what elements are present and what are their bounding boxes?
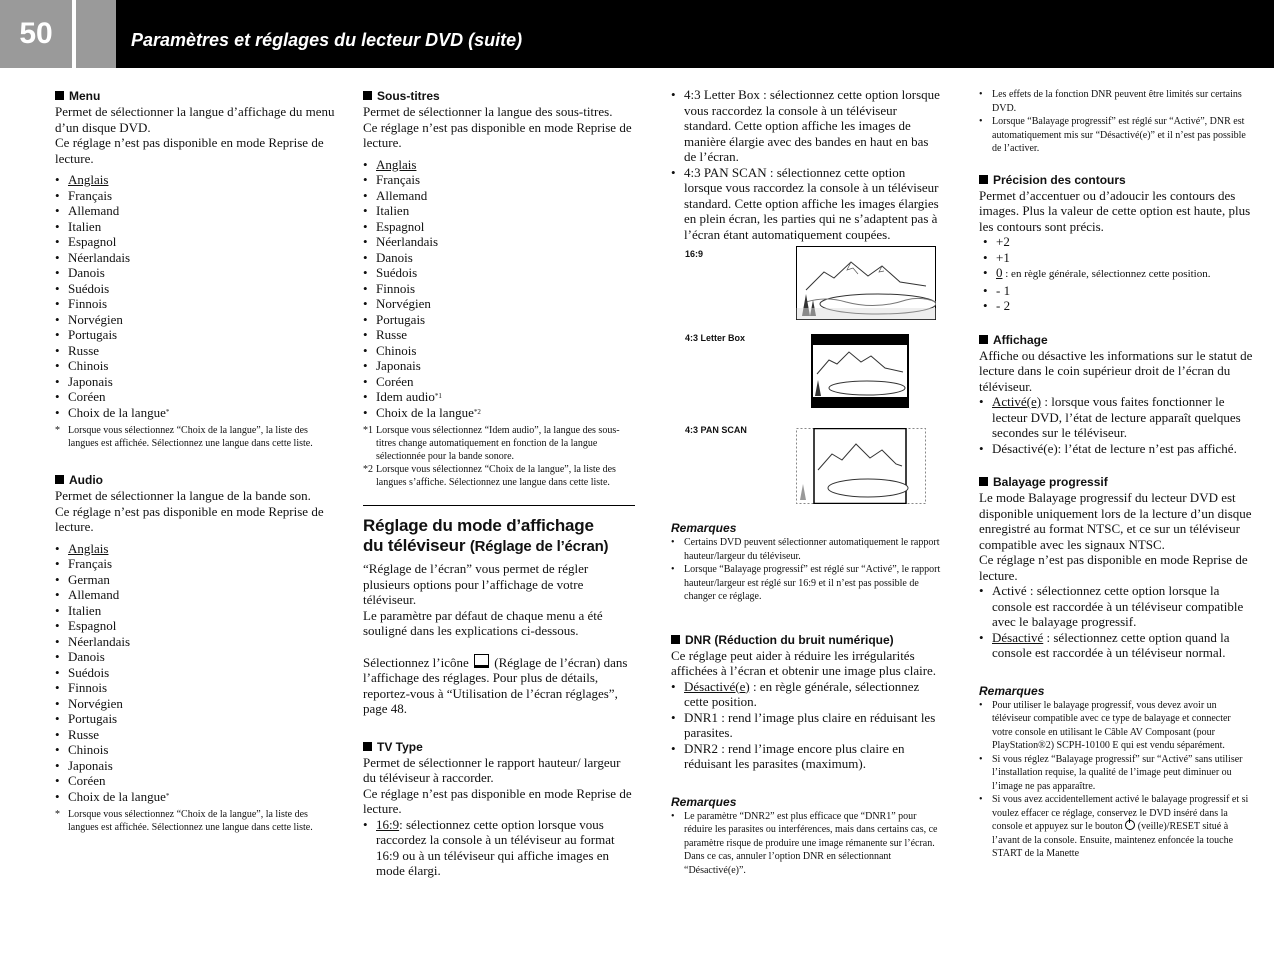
section-heading-menu: Menu (55, 88, 335, 104)
list-item: • Idem audio$^{*1}$ (363, 389, 635, 405)
list-item: • Danois (55, 649, 335, 665)
column-3 (671, 87, 943, 877)
paragraph: Ce réglage n’est pas disponible en mode Reprise de lecture. (55, 503, 324, 534)
section-heading-display: Affichage (979, 332, 1253, 348)
list-item: • Le paramètre “DNR2” est plus efficace que “DNR1” pour réduire les parasites ou interférences, mais dans certains cas, ce paramètre risque de produire une image rémanente sur l’écran. Dans ce cas, annuler l’option DNR en sélectionnant “Désactivé(e)”. (671, 810, 943, 878)
list-item: • Norvégien (363, 296, 635, 312)
list-item: • Suédois (363, 265, 635, 281)
diagram-label: 16:9 (685, 249, 704, 259)
footnote: * Lorsque vous sélectionnez “Choix de la langue”, la liste des langues est affichée. Sélectionnez une langue dans cette liste. (55, 809, 313, 833)
list-item: • Désactivé(e) : en règle générale, sélectionnez cette position. (671, 679, 943, 710)
paragraph: Permet de sélectionner le rapport hauteur/ largeur du téléviseur à raccorder. (363, 754, 621, 785)
page-number: 50 (19, 17, 53, 50)
section-heading-sharpness: Précision des contours (979, 172, 1253, 188)
diagram-label: 4:3 Letter Box (685, 333, 746, 343)
list-item: • Espagnol (55, 234, 335, 250)
list-item: • Portugais (363, 312, 635, 328)
language-list (55, 541, 335, 805)
list-item: • Activé(e) : lorsque vous faites fonctionner le lecteur DVD, l’état de lecture apparaît quelques secondes sur le téléviseur. (979, 394, 1253, 441)
list-item: • Danois (363, 250, 635, 266)
list-item: • Néerlandais (363, 234, 635, 250)
section-heading-dnr: DNR (Réduction du bruit numérique) (671, 632, 943, 648)
square-bullet-icon (55, 91, 64, 100)
language-list (55, 172, 335, 420)
paragraph: Le paramètre par défaut de chaque menu a été souligné dans les explications ci-dessous. (363, 607, 603, 638)
list-item: • Russe (363, 327, 635, 343)
list-item: • Espagnol (55, 618, 335, 634)
list-item: • Néerlandais (55, 634, 335, 650)
page-title: Paramètres et réglages du lecteur DVD (suite) (131, 30, 523, 50)
tv-panscan-diagram (796, 428, 926, 504)
option-list (671, 679, 943, 772)
paragraph: Permet de sélectionner la langue des sous-titres. (363, 104, 613, 119)
remarks-list (671, 536, 943, 604)
square-bullet-icon (979, 477, 988, 486)
aspect-ratio-diagram (671, 248, 943, 520)
list-item: • Néerlandais (55, 250, 335, 266)
header-bar (0, 0, 1274, 68)
list-item: • Français (55, 188, 335, 204)
list-item: • Chinois (55, 358, 335, 374)
list-item: • Finnois (55, 680, 335, 696)
footnote: *2 Lorsque vous sélectionnez “Choix de la langue”, la liste des langues s’affiche. Sélectionnez une langue dans cette liste. (363, 464, 616, 488)
list-item: • Norvégien (55, 312, 335, 328)
list-item: • Choix de la langue$^{*2}$ (363, 405, 635, 421)
square-bullet-icon (363, 742, 372, 751)
section-heading-subtitles: Sous-titres (363, 88, 635, 104)
section-heading-audio: Audio (55, 472, 335, 488)
paragraph: Ce réglage n’est pas disponible en mode Reprise de lecture. (55, 135, 324, 166)
list-item: • Activé : sélectionnez cette option lorsque la console est raccordée à un téléviseur compatible avec le balayage progressif. (979, 583, 1253, 630)
list-item: • Français (55, 556, 335, 572)
footnote: * Lorsque vous sélectionnez “Choix de la langue”, la liste des langues est affichée. Sélectionnez une langue dans cette liste. (55, 425, 313, 449)
list-item: • Allemand (55, 203, 335, 219)
list-item: • Italien (55, 603, 335, 619)
list-item: • Coréen (55, 773, 335, 789)
list-item: • DNR2 : rend l’image encore plus claire en réduisant les parasites (maximum). (671, 741, 943, 772)
square-bullet-icon (55, 475, 64, 484)
remarks-title: Remarques (979, 683, 1045, 698)
column-2 (363, 88, 635, 879)
language-list-extra (363, 389, 635, 420)
list-item: • German (55, 572, 335, 588)
option-list (979, 394, 1253, 456)
list-item: • DNR1 : rend l’image plus claire en réduisant les parasites. (671, 710, 943, 741)
list-item: • Norvégien (55, 696, 335, 712)
list-item: • Suédois (55, 665, 335, 681)
option-list (671, 87, 943, 242)
list-item: • Coréen (363, 374, 635, 390)
column-1 (55, 88, 335, 834)
list-item: • Les effets de la fonction DNR peuvent être limités sur certains DVD. (979, 88, 1253, 115)
list-item: • Suédois (55, 281, 335, 297)
diagram-label: 4:3 PAN SCAN (685, 425, 747, 435)
option-list (363, 817, 635, 879)
list-item: • Pour utiliser le balayage progressif, vous devez avoir un téléviseur compatible avec ce type de balayage et connecter votre console en utilisant le Câble AV Composant (pour PlayStation®2) SCPH-10100 E qui est vendu séparément. (979, 699, 1253, 753)
paragraph: Permet de sélectionner la langue d’affichage du menu d’un disque DVD. (55, 104, 335, 135)
list-item: • Si vous réglez “Balayage progressif” sur “Activé” sans utiliser l’installation requise, la qualité de l’image peut diminuer ou l’image ne pas apparaître. (979, 753, 1253, 794)
language-list (363, 157, 635, 390)
list-item: • Japonais (363, 358, 635, 374)
square-bullet-icon (671, 635, 680, 644)
list-item: • Lorsque “Balayage progressif” est réglé sur “Activé”, DNR est automatiquement mis sur “Désactivé(e)” et il n’est pas possible de l’activer. (979, 115, 1253, 156)
list-item: • Français (363, 172, 635, 188)
list-item: • Portugais (55, 711, 335, 727)
list-item: • Allemand (363, 188, 635, 204)
list-item: • +2 (983, 234, 1253, 250)
square-bullet-icon (363, 91, 372, 100)
list-item: • Finnois (363, 281, 635, 297)
paragraph: Affiche ou désactive les informations sur le statut de lecture dans le coin supérieur droit de l’écran du téléviseur. (979, 347, 1253, 394)
list-item: • Choix de la langue* (55, 405, 335, 421)
section-heading-progressive: Balayage progressif (979, 474, 1253, 490)
list-item: • Finnois (55, 296, 335, 312)
page-number-box (0, 0, 116, 68)
paragraph: Sélectionnez l’icône (Réglage de l’écran) dans l’affichage des réglages. Pour plus de détails, reportez-vous à “Utilisation de l’écran réglages”, page 48. (363, 654, 628, 716)
remarks-title: Remarques (671, 521, 737, 535)
list-item: • Anglais (55, 172, 335, 188)
list-item: • Allemand (55, 587, 335, 603)
list-item: • Certains DVD peuvent sélectionner automatiquement le rapport hauteur/largeur du téléviseur. (671, 536, 943, 563)
list-item: • 4:3 Letter Box : sélectionnez cette option lorsque vous raccordez la console à un téléviseur standard. Cette option affiche les images de manière élargie avec des bandes en haut en bas de l’écran. (671, 87, 943, 165)
section-heading-tvtype: TV Type (363, 739, 635, 755)
remarks-list (671, 810, 943, 878)
remarks-list (979, 88, 1253, 156)
remarks-list (979, 793, 1253, 861)
option-list (979, 234, 1253, 314)
divider (72, 0, 76, 68)
tv-screen-icon (474, 654, 489, 668)
power-standby-icon (1125, 820, 1135, 830)
list-item: • Danois (55, 265, 335, 281)
section-title: Réglage du mode d’affichage du téléviseur (Réglage de l’écran) (363, 516, 609, 555)
list-item: • Italien (55, 219, 335, 235)
list-item: • Désactivé(e): l’état de lecture n’est pas affiché. (979, 441, 1253, 457)
list-item: • - 2 (983, 298, 1253, 314)
list-item: • Portugais (55, 327, 335, 343)
list-item: • Anglais (55, 541, 335, 557)
tv-letterbox-diagram (811, 334, 909, 408)
option-list (979, 583, 1253, 661)
paragraph: Permet d’accentuer ou d’adoucir les contours des images. Plus la valeur de cette option est haute, plus les contours sont précis. (979, 187, 1251, 234)
list-item: • Russe (55, 727, 335, 743)
list-item: • 0 : en règle générale, sélectionnez cette position. (983, 265, 1253, 283)
list-item: • Anglais (363, 157, 635, 173)
list-item: • Japonais (55, 374, 335, 390)
list-item: • Lorsque “Balayage progressif” est réglé sur “Activé”, le rapport hauteur/largeur est réglé sur 16:9 et il n’est pas possible de changer ce réglage. (671, 563, 943, 604)
list-item: • Désactivé : sélectionnez cette option quand la console est raccordée à un téléviseur normal. (979, 630, 1253, 661)
paragraph: Le mode Balayage progressif du lecteur DVD est disponible uniquement lors de la lecture d’un disque enregistré au format NTSC, et ce sur un téléviseur compatible avec les signaux NTSC. (979, 490, 1252, 552)
list-item: • Choix de la langue* (55, 789, 335, 805)
list-item: • Russe (55, 343, 335, 359)
divider (363, 505, 635, 506)
square-bullet-icon (979, 175, 988, 184)
remarks-list (979, 699, 1253, 794)
list-item: • 4:3 PAN SCAN : sélectionnez cette option lorsque vous raccordez la console à un téléviseur standard. Cette option affiche les images élargies en plein écran, les parties qui ne s’adaptent pas à l’écran étant automatiquement coupées. (671, 165, 943, 243)
list-item: • +1 (983, 250, 1253, 266)
remarks-title: Remarques (671, 794, 737, 809)
paragraph: “Réglage de l’écran” vous permet de régler plusieurs options pour l’affichage de votre téléviseur. (363, 561, 589, 607)
list-item: • Japonais (55, 758, 335, 774)
list-item: • - 1 (983, 283, 1253, 299)
list-item: • 16:9: sélectionnez cette option lorsque vous raccordez la console à un téléviseur au format 16:9 ou à un téléviseur qui affiche images en mode élargi. (363, 817, 635, 879)
square-bullet-icon (979, 335, 988, 344)
list-item: • Chinois (55, 742, 335, 758)
list-item: • Si vous avez accidentellement activé le balayage progressif et si voulez effacer ce réglage, conservez le DVD inséré dans la console et appuyez sur le bouton (veille)/RESET situé à l’avant de la console. Ensuite, maintenez enfoncée la touche START de la Manette (979, 793, 1253, 861)
list-item: • Italien (363, 203, 635, 219)
list-item: • Espagnol (363, 219, 635, 235)
column-4 (979, 88, 1253, 861)
paragraph: Permet de sélectionner la langue de la bande son. (55, 488, 311, 503)
paragraph: Ce réglage n’est pas disponible en mode Reprise de lecture. (363, 785, 632, 816)
tv-16-9-diagram (796, 246, 936, 320)
list-item: • Coréen (55, 389, 335, 405)
paragraph: Ce réglage n’est pas disponible en mode Reprise de lecture. (979, 552, 1248, 583)
footnote: *1 Lorsque vous sélectionnez “Idem audio”, la langue des sous-titres change automatiquement en fonction de la langue sélectionnée pour la bande sonore. (363, 425, 620, 462)
list-item: • Chinois (363, 343, 635, 359)
paragraph: Ce réglage n’est pas disponible en mode Reprise de lecture. (363, 119, 632, 150)
paragraph: Ce réglage peut aider à réduire les irrégularités affichées à l’écran et obtenir une image plus claire. (671, 647, 937, 678)
